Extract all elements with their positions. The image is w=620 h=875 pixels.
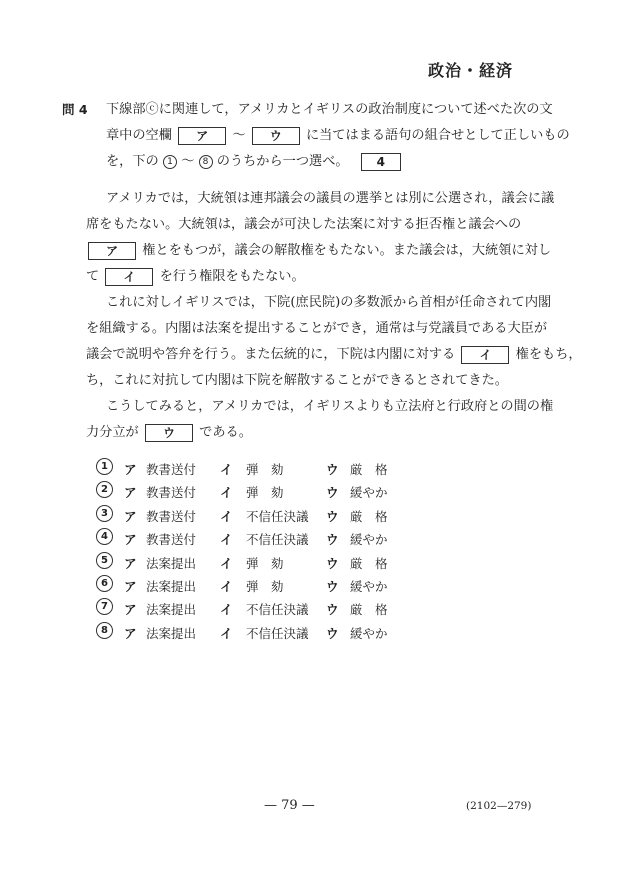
blank-box-c: ウ [252,127,300,145]
value-b: 不信任決議 [246,602,309,618]
label-a: ア [124,602,137,618]
choice-row[interactable] [96,622,436,645]
value-b: 弾 劾 [246,462,284,477]
label-c: ウ [326,578,339,594]
label-c: ウ [326,485,339,501]
value-b: 不信任決議 [246,508,309,524]
choice-number: 4 [96,528,113,545]
value-a: 教書送付 [146,508,197,524]
value-a: 法案提出 [146,625,197,641]
question-number: 問 4 [62,102,88,117]
passage-text: 権とをもつが，議会の解散権をもたない。また議会は，大統領に対し [142,243,552,258]
passage-line [86,342,582,368]
value-c: 緩やか [350,485,388,501]
value-b: 不信任決議 [246,625,309,641]
question-line-1: 下線部ⓒに関連して，アメリカとイギリスの政治制度について述べた次の文 [106,102,553,117]
passage-text: である。 [199,425,252,440]
passage-line: を組織する。内閣は法案を提出することができ，通常は与党議員である大臣が [86,321,548,336]
page-number: — 79 — [264,798,315,813]
label-c: ウ [326,532,339,548]
value-c: 厳 格 [350,602,388,618]
value-a: 法案提出 [146,555,197,571]
label-c: ウ [326,508,339,524]
label-b: イ [220,508,233,524]
question-line-2-start: 章中の空欄 [106,128,172,143]
exam-code: (2102—279) [466,800,532,812]
passage-text: 議会で説明や答弁を行う。また伝統的に，下院は内閣に対する [86,347,456,362]
question-text [106,97,570,175]
value-b: 弾 劾 [246,578,284,594]
label-a: ア [124,508,137,524]
label-c: ウ [326,462,339,477]
passage-text: を行う権限をもたない。 [159,269,305,284]
choice-row[interactable] [96,575,436,598]
choice-number: 3 [96,505,113,522]
choice-number: 1 [96,458,113,475]
value-a: 教書送付 [146,532,197,548]
blank-box-c: ウ [145,424,193,442]
question-line-3-end: のうちから一つ選べ。 [216,154,349,169]
value-c: 厳 格 [350,555,388,571]
passage-text: 力分立が [86,425,139,440]
value-b: 不信任決議 [246,532,309,548]
value-a: 教書送付 [146,462,197,477]
label-a: ア [124,485,137,501]
value-c: 緩やか [350,532,388,548]
passage [86,186,582,446]
label-a: ア [124,532,137,548]
label-c: ウ [326,555,339,571]
value-a: 法案提出 [146,578,197,594]
choice-row[interactable] [96,458,436,481]
choice-row[interactable] [96,505,436,528]
value-a: 教書送付 [146,485,197,501]
value-c: 緩やか [350,578,388,594]
value-c: 厳 格 [350,462,388,477]
tilde: 〜 [181,154,195,169]
circled-number-first: 1 [163,155,177,169]
passage-line: 席をもたない。大統領は，議会が可決した法案に対する拒否権と議会への [86,217,522,232]
choice-number: 2 [96,481,113,498]
choice-number: 5 [96,552,113,569]
answer-number-box: 4 [361,153,401,171]
passage-line [86,238,552,264]
question-line-2 [106,123,570,149]
passage-line: これに対しイギリスでは，下院(庶民院)の多数派から首相が任命されて内閣 [106,295,552,310]
label-b: イ [220,625,233,641]
value-a: 法案提出 [146,602,197,618]
choice-row[interactable] [96,552,436,575]
choice-row[interactable] [96,528,436,551]
blank-box-b: イ [105,268,153,286]
label-b: イ [220,578,233,594]
choice-number: 7 [96,598,113,615]
blank-box-a: ア [178,127,226,145]
choice-row[interactable] [96,598,436,621]
label-a: ア [124,578,137,594]
question-line-2-end: に当てはまる語句の組合せとして正しいもの [305,128,570,143]
passage-text: 権をもち， [515,347,582,362]
choice-number: 8 [96,622,113,639]
label-c: ウ [326,625,339,641]
label-c: ウ [326,602,339,618]
label-a: ア [124,462,137,477]
blank-box-b: イ [461,346,509,364]
label-b: イ [220,462,233,477]
choice-number: 6 [96,575,113,592]
label-b: イ [220,532,233,548]
passage-line: ち，これに対抗して内閣は下院を解散することができるとされてきた。 [86,373,508,388]
label-a: ア [124,555,137,571]
value-c: 緩やか [350,625,388,641]
blank-box-a: ア [88,242,136,260]
label-a: ア [124,625,137,641]
subject-heading: 政治・経済 [428,61,514,80]
value-b: 弾 劾 [246,485,284,501]
label-b: イ [220,602,233,618]
passage-line: アメリカでは，大統領は連邦議会の議員の選挙とは別に公選され，議会に議 [106,191,555,206]
tilde: 〜 [232,128,246,143]
passage-line: こうしてみると，アメリカでは，イギリスよりも立法府と行政府との間の権 [106,399,554,414]
passage-text: て [86,269,100,284]
value-b: 弾 劾 [246,555,284,571]
answer-choices [96,458,436,645]
question-line-3 [106,149,536,175]
label-b: イ [220,485,233,501]
circled-number-last: 8 [199,155,213,169]
question-line-3-start: を，下の [106,154,159,169]
passage-line [86,264,536,290]
passage-line [86,420,536,446]
value-c: 厳 格 [350,508,388,524]
label-b: イ [220,555,233,571]
choice-row[interactable] [96,481,436,504]
